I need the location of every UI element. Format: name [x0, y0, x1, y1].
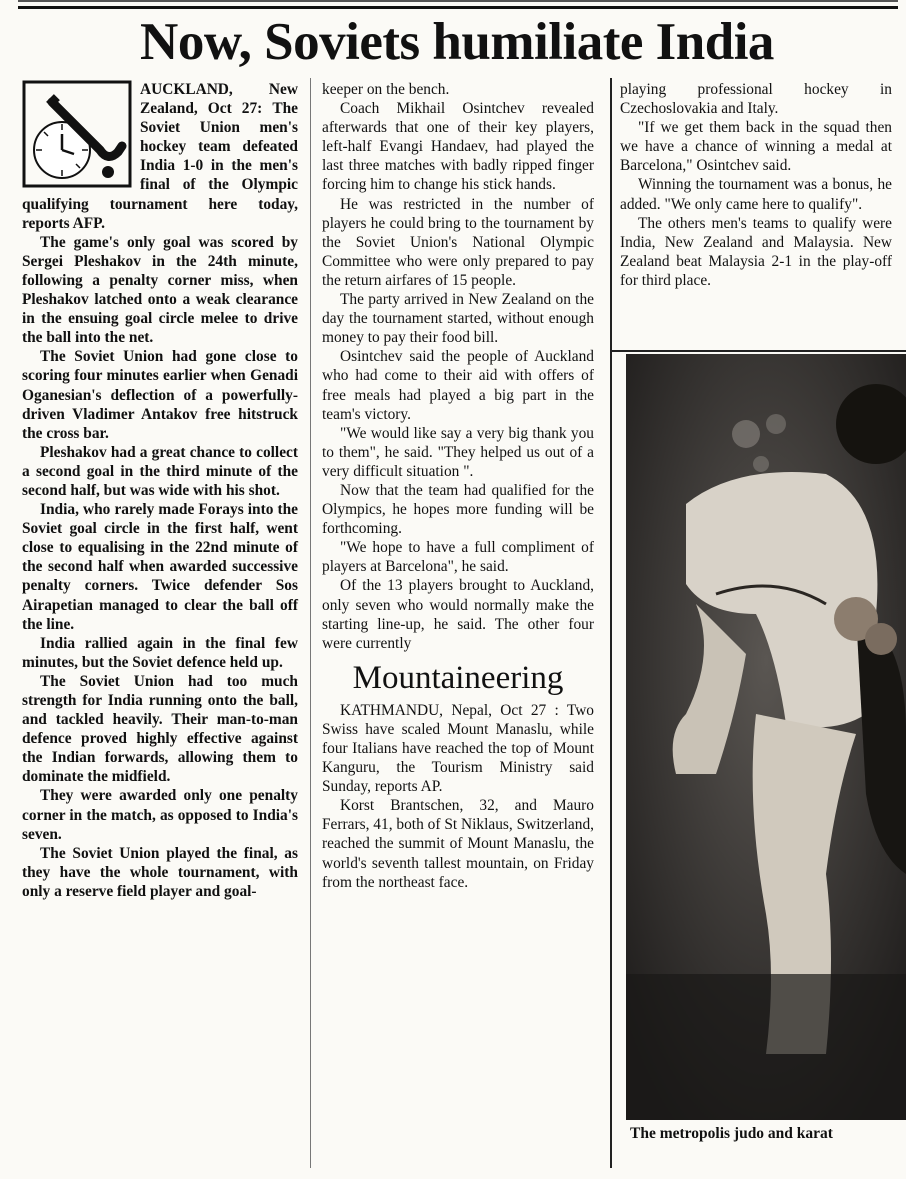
photo-caption: The metropolis judo and karat: [630, 1125, 833, 1142]
paragraph: Of the 13 players brought to Auckland, only seven who would normally make the starting line-up, he said. The other four were currently: [322, 577, 594, 652]
paragraph: The others men's teams to qualify were India, New Zealand and Malaysia. New Zealand beat Malaysia 2-1 in the play-off for third place.: [620, 214, 892, 289]
lead-paragraph: The Soviet Union men's hockey team defeated India 1-0 in the men's final of the Olympic qualifying tournament here today, reports AFP.: [22, 100, 298, 232]
dateline: AUCKLAND, New Zealand, Oct 27:: [140, 81, 298, 118]
paragraph: Winning the tournament was a bonus, he added. "We only came here to qualify".: [620, 176, 892, 213]
hockey-logo-icon: [22, 80, 132, 188]
paragraph: Pleshakov had a great chance to collect a second goal in the third minute of the second half, but was wide with his shot.: [22, 443, 298, 499]
paragraph: Coach Mikhail Osintchev revealed afterwards that one of their key players, left-half Evangi Handaev, had played the last three matches with badly ripped finger forcing him to change his stick hands.: [322, 100, 594, 194]
column-divider-2: [610, 78, 612, 1168]
paragraph: "We would like say a very big thank you to them", he said. "They helped us out of a very difficult situation ".: [322, 424, 594, 480]
article-column-1: [22, 80, 298, 901]
headline-rule: [18, 6, 898, 9]
paragraph: The Soviet Union had too much strength for India running onto the ball, and tackled heavily. Their man-to-man defence proved highly effective against the Indian forwards, allowing them to dominate the midfield.: [22, 672, 298, 786]
judo-photo-image: [626, 354, 906, 1120]
paragraph: Osintchev said the people of Auckland who had come to their aid with offers of free meals had played a big part in the team's victory.: [322, 348, 594, 423]
paragraph: The Soviet Union had gone close to scoring four minutes earlier when Genadi Oganesian's deflection of a powerfully-driven Vladimer Antakov free hitstruck the cross bar.: [22, 348, 298, 442]
paragraph: "If we get them back in the squad then we have a chance of winning a medal at Barcelona," Osintchev said.: [620, 119, 892, 175]
judo-photo: [626, 354, 906, 1120]
subhead-mountaineering: Mountaineering: [352, 659, 564, 696]
article-column-2: [322, 80, 594, 892]
paragraph: They were awarded only one penalty corner in the match, as opposed to India's seven.: [22, 787, 298, 843]
article-column-3: [620, 80, 892, 290]
paragraph: The party arrived in New Zealand on the day the tournament started, without enough money to pay their food bill.: [322, 291, 594, 347]
paragraph: He was restricted in the number of players he could bring to the tournament by the Soviet Union's National Olympic Committee who were only prepared to pay the return airfares of 15 people.: [322, 195, 594, 289]
paragraph: India, who rarely made Forays into the Soviet goal circle in the first half, went close to equalising in the 22nd minute of the second half when awarded successive penalty corners. Twice defender Sos Airapetian managed to clear the ball off the line.: [22, 501, 298, 633]
paragraph: The Soviet Union played the final, as they have the whole tournament, with only a reserve field player and goal-: [22, 844, 298, 900]
photo-top-rule: [612, 350, 906, 352]
column-divider-1: [310, 78, 311, 1168]
paragraph: Now that the team had qualified for the Olympics, he hopes more funding will be forthcoming.: [322, 481, 594, 538]
headline: Now, Soviets humiliate India: [140, 13, 774, 71]
top-border-rule: [18, 0, 898, 2]
continued-text: playing professional hockey in Czechoslovakia and Italy.: [620, 81, 892, 118]
paragraph: The game's only goal was scored by Sergei Pleshakov in the 24th minute, following a penalty corner miss, when Pleshakov latched onto a weak clearance in the ensuing goal circle melee to drive the ball into the net.: [22, 233, 298, 347]
continued-text: keeper on the bench.: [322, 81, 450, 98]
paragraph: India rallied again in the final few minutes, but the Soviet defence held up.: [22, 634, 298, 671]
paragraph: Korst Brantschen, 32, and Mauro Ferrars, 41, both of St Niklaus, Switzerland, reached the summit of Mount Manaslu, the world's seventh tallest mountain, on Friday from the northeast face.: [322, 797, 594, 891]
paragraph: KATHMANDU, Nepal, Oct 27 : Two Swiss have scaled Mount Manaslu, while four Italians have reached the top of Mount Kanguru, the Tourism Ministry said Sunday, reports AP.: [322, 701, 594, 796]
paragraph: "We hope to have a full compliment of players at Barcelona", he said.: [322, 539, 594, 576]
